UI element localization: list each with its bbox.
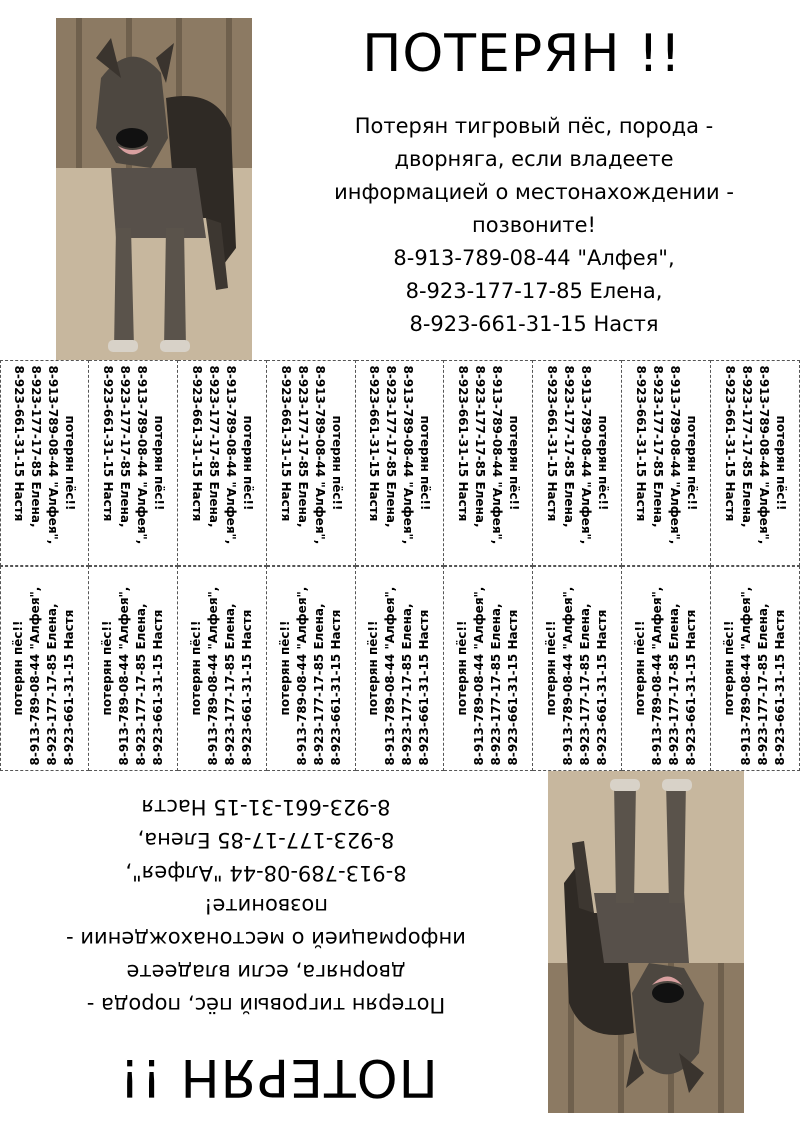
flyer-title: ПОТЕРЯН !!: [118, 1047, 438, 1107]
tab-phone: 8-923-661-31-15 Настя: [189, 365, 204, 522]
tab-phone: 8-923-661-31-15 Настя: [417, 609, 432, 766]
tear-off-tab: [0, 360, 89, 566]
tab-phone: 8-923-177-17-85 Елена,: [222, 603, 237, 766]
tab-heading: потерян пёс!!: [366, 620, 381, 716]
dog-photo: [548, 771, 744, 1113]
tab-heading: потерян пёс!!: [240, 415, 255, 511]
tear-off-tab: [533, 566, 622, 772]
info-line: позвоните!: [204, 894, 328, 918]
tab-text: [454, 571, 522, 766]
tear-off-strips: [0, 360, 800, 771]
tab-text: [99, 365, 167, 560]
tab-phone: 8-913-789-08-44 "Алфея",: [401, 365, 416, 545]
tear-off-tab: [89, 566, 178, 772]
tab-heading: потерян пёс!!: [329, 415, 344, 511]
info-line: информацией о местонахождении -: [334, 180, 734, 204]
tab-heading: потерян пёс!!: [418, 415, 433, 511]
info-line: информацией о местонахождении -: [66, 927, 466, 951]
phone-line: 8-923-177-17-85 Елена,: [137, 828, 395, 852]
tab-text: [99, 571, 167, 766]
dog-photo: [56, 18, 252, 360]
tab-phone: 8-923-177-17-85 Елена,: [651, 365, 666, 528]
tear-off-tab: [444, 566, 533, 772]
tear-off-tab: [89, 360, 178, 566]
tab-phone: 8-923-177-17-85 Елена,: [578, 603, 593, 766]
tab-heading: потерян пёс!!: [774, 415, 789, 511]
tab-heading: потерян пёс!!: [507, 415, 522, 511]
tab-phone: 8-923-177-17-85 Елена,: [562, 365, 577, 528]
tab-phone: 8-923-661-31-15 Настя: [100, 365, 115, 522]
phone-line: 8-923-661-31-15 Настя: [141, 795, 391, 819]
tab-text: [188, 571, 256, 766]
tab-text: [10, 365, 78, 560]
tab-phone: 8-923-661-31-15 Настя: [367, 365, 382, 522]
tab-phone: 8-923-177-17-85 Елена,: [311, 603, 326, 766]
tab-heading: потерян пёс!!: [63, 415, 78, 511]
info-line: позвоните!: [472, 213, 596, 237]
tab-text: [721, 365, 789, 560]
tab-heading: потерян пёс!!: [455, 620, 470, 716]
tab-phone: 8-913-789-08-44 "Алфея",: [650, 586, 665, 766]
tab-phone: 8-923-177-17-85 Елена,: [473, 365, 488, 528]
tear-off-tab: [444, 360, 533, 566]
tab-phone: 8-923-661-31-15 Настя: [62, 609, 77, 766]
tear-off-tab: [356, 360, 445, 566]
tab-phone: 8-923-177-17-85 Елена,: [740, 365, 755, 528]
tab-phone: 8-923-661-31-15 Настя: [150, 609, 165, 766]
tear-off-tab: [711, 360, 800, 566]
tab-text: [277, 571, 345, 766]
tab-phone: 8-913-789-08-44 "Алфея",: [739, 586, 754, 766]
tab-phone: 8-923-661-31-15 Настя: [328, 609, 343, 766]
phone-line: 8-913-789-08-44 "Алфея",: [393, 246, 675, 270]
tab-phone: 8-923-661-31-15 Настя: [723, 365, 738, 522]
tab-phone: 8-913-789-08-44 "Алфея",: [134, 365, 149, 545]
flyer-top: [0, 0, 800, 360]
tab-phone: 8-923-661-31-15 Настя: [773, 609, 788, 766]
tab-heading: потерян пёс!!: [11, 620, 26, 716]
tab-text: [454, 365, 522, 560]
tab-phone: 8-913-789-08-44 "Алфея",: [579, 365, 594, 545]
tab-heading: потерян пёс!!: [685, 415, 700, 511]
tab-phone: 8-923-177-17-85 Елена,: [133, 603, 148, 766]
info-line: дворняга, если владеете: [126, 960, 406, 984]
tear-off-tab: [356, 566, 445, 772]
tab-heading: потерян пёс!!: [596, 415, 611, 511]
info-line: Потерян тигровый пёс, порода -: [86, 993, 446, 1017]
tab-phone: 8-923-661-31-15 Настя: [278, 365, 293, 522]
tab-phone: 8-923-661-31-15 Настя: [684, 609, 699, 766]
info-line: дворняга, если владеете: [394, 147, 674, 171]
tab-heading: потерян пёс!!: [99, 620, 114, 716]
tab-text: [365, 365, 433, 560]
phone-line: 8-913-789-08-44 "Алфея",: [125, 861, 407, 885]
tab-text: [632, 365, 700, 560]
tab-phone: 8-923-177-17-85 Елена,: [667, 603, 682, 766]
tab-phone: 8-923-661-31-15 Настя: [545, 365, 560, 522]
tab-phone: 8-913-789-08-44 "Алфея",: [205, 586, 220, 766]
tear-off-tab: [178, 566, 267, 772]
tab-phone: 8-913-789-08-44 "Алфея",: [223, 365, 238, 545]
tab-phone: 8-923-177-17-85 Елена,: [29, 365, 44, 528]
tab-heading: потерян пёс!!: [188, 620, 203, 716]
tab-heading: потерян пёс!!: [722, 620, 737, 716]
phone-line: 8-923-661-31-15 Настя: [409, 312, 659, 336]
tab-heading: потерян пёс!!: [151, 415, 166, 511]
tab-text: [277, 365, 345, 560]
tab-phone: 8-913-789-08-44 "Алфея",: [472, 586, 487, 766]
phone-line: 8-923-177-17-85 Елена,: [405, 279, 663, 303]
tab-phone: 8-913-789-08-44 "Алфея",: [294, 586, 309, 766]
tab-text: [632, 571, 700, 766]
tab-phone: 8-923-177-17-85 Елена,: [384, 365, 399, 528]
tab-heading: потерян пёс!!: [633, 620, 648, 716]
tab-phone: 8-923-661-31-15 Настя: [634, 365, 649, 522]
tab-phone: 8-923-661-31-15 Настя: [12, 365, 27, 522]
info-line: Потерян тигровый пёс, порода -: [354, 114, 714, 138]
tab-phone: 8-913-789-08-44 "Алфея",: [490, 365, 505, 545]
tab-text: [365, 571, 433, 766]
tab-phone: 8-913-789-08-44 "Алфея",: [46, 365, 61, 545]
flyer-info: [322, 110, 746, 341]
tear-off-tab: [533, 360, 622, 566]
tab-heading: потерян пёс!!: [544, 620, 559, 716]
tab-phone: 8-913-789-08-44 "Алфея",: [116, 586, 131, 766]
tab-text: [188, 365, 256, 560]
tear-off-tab: [711, 566, 800, 772]
tab-text: [10, 571, 78, 766]
tab-phone: 8-923-177-17-85 Елена,: [295, 365, 310, 528]
tab-phone: 8-923-177-17-85 Елена,: [756, 603, 771, 766]
flyer-title: ПОТЕРЯН !!: [362, 24, 682, 84]
tear-off-tab: [622, 566, 711, 772]
tear-off-tab: [622, 360, 711, 566]
tab-phone: 8-913-789-08-44 "Алфея",: [561, 586, 576, 766]
tear-off-tab: [267, 566, 356, 772]
tab-phone: 8-923-177-17-85 Елена,: [117, 365, 132, 528]
tear-off-tab: [0, 566, 89, 772]
flyer-bottom: [0, 771, 800, 1131]
flyer-info: [54, 790, 478, 1021]
tab-phone: 8-923-177-17-85 Елена,: [206, 365, 221, 528]
tab-phone: 8-923-177-17-85 Елена,: [489, 603, 504, 766]
tab-phone: 8-913-789-08-44 "Алфея",: [757, 365, 772, 545]
tab-heading: потерян пёс!!: [277, 620, 292, 716]
tab-phone: 8-923-177-17-85 Елена,: [400, 603, 415, 766]
tear-off-tab: [267, 360, 356, 566]
tab-phone: 8-913-789-08-44 "Алфея",: [668, 365, 683, 545]
tab-phone: 8-913-789-08-44 "Алфея",: [28, 586, 43, 766]
tear-off-tab: [178, 360, 267, 566]
tab-phone: 8-923-661-31-15 Настя: [239, 609, 254, 766]
tab-phone: 8-923-177-17-85 Елена,: [45, 603, 60, 766]
tab-phone: 8-913-789-08-44 "Алфея",: [312, 365, 327, 545]
tab-phone: 8-913-789-08-44 "Алфея",: [383, 586, 398, 766]
tab-phone: 8-923-661-31-15 Настя: [595, 609, 610, 766]
tab-text: [721, 571, 789, 766]
tab-phone: 8-923-661-31-15 Настя: [506, 609, 521, 766]
tab-phone: 8-923-661-31-15 Настя: [456, 365, 471, 522]
tab-text: [543, 571, 611, 766]
tab-text: [543, 365, 611, 560]
